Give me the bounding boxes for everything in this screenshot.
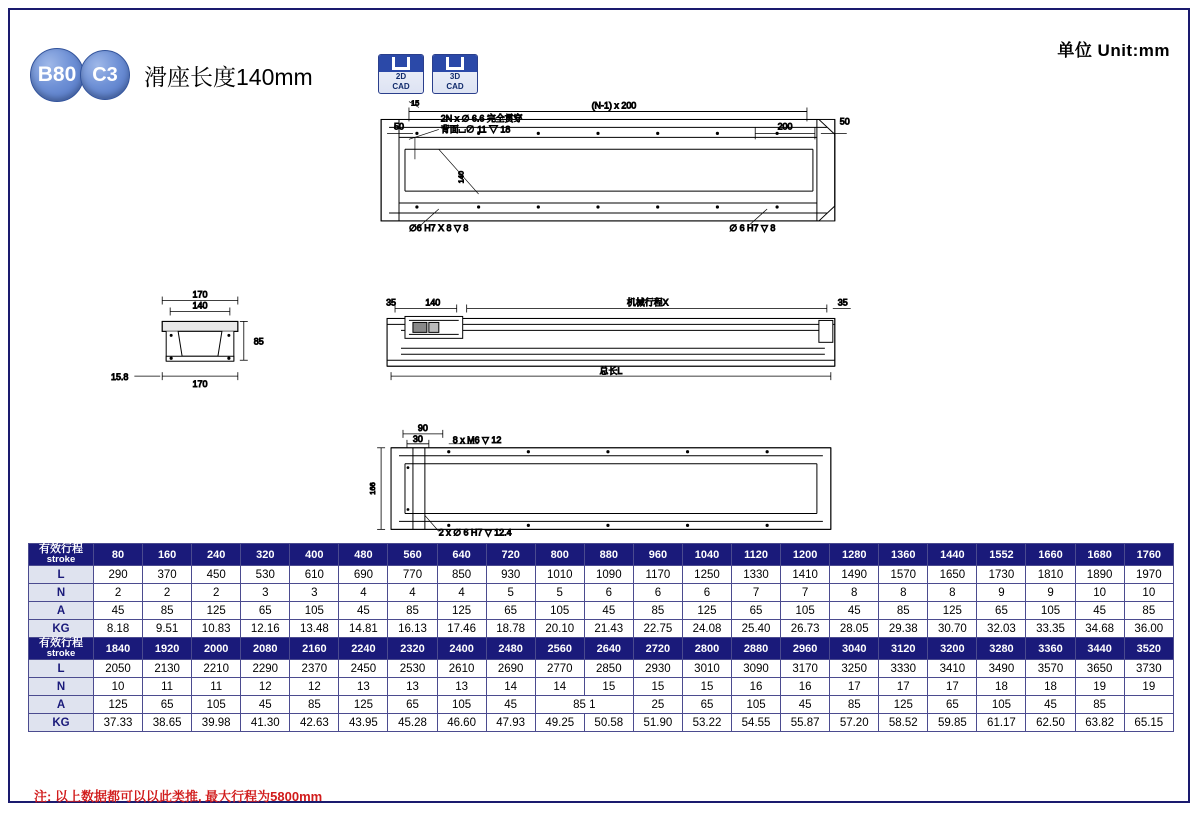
A-cell: 125 [94,696,143,714]
L-cell: 2290 [241,660,290,678]
L-cell: 3570 [1026,660,1075,678]
N-cell: 7 [781,584,830,602]
L-cell: 290 [94,566,143,584]
A-cell: 65 [732,602,781,620]
N-cell: 8 [830,584,879,602]
stroke-cell: 160 [143,544,192,566]
stroke-cell: 1660 [1026,544,1075,566]
stroke-cell: 1760 [1124,544,1173,566]
A-cell: 45 [781,696,830,714]
top-view-pitch-note: (N-1) x 200 [591,100,637,111]
N-cell: 13 [388,678,437,696]
KG-cell: 32.03 [977,620,1026,638]
KG-cell: 50.58 [584,714,633,732]
N-cell: 9 [1026,584,1075,602]
stroke-cell: 3120 [879,638,928,660]
A-cell: 85 [290,696,339,714]
stroke-cell: 1120 [732,544,781,566]
KG-cell: 57.20 [830,714,879,732]
N-cell: 10 [94,678,143,696]
L-cell: 3730 [1124,660,1173,678]
KG-cell: 43.95 [339,714,388,732]
stroke-cell: 1040 [682,544,731,566]
A-cell: 125 [437,602,486,620]
KG-cell: 17.46 [437,620,486,638]
stroke-cell: 480 [339,544,388,566]
A-cell: 105 [192,696,241,714]
stroke-cell: 720 [486,544,535,566]
N-cell: 8 [928,584,977,602]
L-cell: 1570 [879,566,928,584]
KG-cell: 38.65 [143,714,192,732]
table-row [29,584,1174,602]
N-cell: 9 [977,584,1026,602]
stroke-cell: 2640 [584,638,633,660]
KG-cell: 37.33 [94,714,143,732]
bottom-w-30: 30 [412,433,423,444]
N-cell: 4 [339,584,388,602]
KG-cell: 39.98 [192,714,241,732]
row-label-N-1: N [29,584,94,602]
stroke-cell: 1680 [1075,544,1124,566]
stroke-cell: 880 [584,544,633,566]
stroke-cell: 3200 [928,638,977,660]
page-title: 滑座长度140mm [144,63,313,90]
L-cell: 1650 [928,566,977,584]
KG-cell: 29.38 [879,620,928,638]
top-view-hole-note-2: 背面⌴∅ 11 ▽ 18 [440,124,511,135]
side-carriage-140: 140 [425,297,441,308]
N-cell: 7 [732,584,781,602]
table-row [29,620,1174,638]
L-cell: 610 [290,566,339,584]
row-label-KG-2: KG [29,714,94,732]
bottom-pin-note: 2 x ∅ 6 H7 ▽ 12.4 [438,527,512,538]
stroke-cell: 2960 [781,638,830,660]
KG-cell: 36.00 [1124,620,1173,638]
L-cell: 930 [486,566,535,584]
L-cell: 3490 [977,660,1026,678]
stroke-cell: 240 [192,544,241,566]
spec-tables [28,543,1174,732]
stroke-header-cn-2: 有效行程 [39,637,83,649]
L-cell: 2930 [633,660,682,678]
N-cell: 19 [1124,678,1173,696]
drawing-page [8,8,1190,803]
stroke-cell: 1200 [781,544,830,566]
stroke-cell: 2160 [290,638,339,660]
N-cell: 18 [977,678,1026,696]
A-cell: 85 [879,602,928,620]
A-cell: 65 [977,602,1026,620]
L-cell: 850 [437,566,486,584]
table-row [29,544,1174,566]
stroke-header-en-1: stroke [46,554,76,565]
stroke-cell: 3040 [830,638,879,660]
A-cell: 65 [241,602,290,620]
A-cell: 125 [879,696,928,714]
stroke-cell: 1360 [879,544,928,566]
stroke-cell: 2560 [535,638,584,660]
stroke-cell: 3520 [1124,638,1173,660]
stroke-cell: 2400 [437,638,486,660]
N-cell: 8 [879,584,928,602]
table-row [29,660,1174,678]
stroke-cell: 3280 [977,638,1026,660]
stroke-cell: 320 [241,544,290,566]
A-cell: 105 [977,696,1026,714]
table-row [29,566,1174,584]
A-cell: 85 [633,602,682,620]
L-cell: 1490 [830,566,879,584]
bottom-screw-note: 8 x M6 ▽ 12 [452,434,502,445]
A-cell: 125 [928,602,977,620]
stroke-header-cn-1: 有效行程 [39,543,83,555]
L-cell: 690 [339,566,388,584]
A-cell: 45 [830,602,879,620]
stroke-header-1 [29,544,94,566]
L-cell: 1250 [682,566,731,584]
KG-cell: 47.93 [486,714,535,732]
table-row [29,602,1174,620]
top-view-small-left: 15 [410,98,420,108]
A-cell: 105 [535,602,584,620]
KG-cell: 42.63 [290,714,339,732]
cad-2d-label-2: CAD [392,82,410,91]
N-cell: 15 [682,678,731,696]
L-cell: 1730 [977,566,1026,584]
N-cell: 17 [879,678,928,696]
stroke-cell: 1440 [928,544,977,566]
side-left-35: 35 [386,297,397,308]
row-label-L-1: L [29,566,94,584]
A-cell: 45 [1026,696,1075,714]
N-cell: 16 [732,678,781,696]
table-row [29,678,1174,696]
KG-cell: 18.78 [486,620,535,638]
N-cell: 2 [192,584,241,602]
stroke-cell: 2880 [732,638,781,660]
stroke-cell: 2080 [241,638,290,660]
N-cell: 10 [1075,584,1124,602]
A-cell: 85 [1124,602,1173,620]
A-cell-merged: 85 1 [535,696,633,714]
KG-cell: 16.13 [388,620,437,638]
A-cell: 105 [1026,602,1075,620]
KG-cell: 24.08 [682,620,731,638]
A-cell: 105 [732,696,781,714]
badge-grade: C3 [80,50,130,100]
table-row [29,638,1174,660]
N-cell: 18 [1026,678,1075,696]
N-cell: 19 [1075,678,1124,696]
stroke-cell: 2800 [682,638,731,660]
L-cell: 1410 [781,566,830,584]
N-cell: 14 [535,678,584,696]
N-cell: 11 [192,678,241,696]
section-width-inner: 140 [192,300,208,311]
L-cell: 3010 [682,660,731,678]
L-cell: 770 [388,566,437,584]
cad-3d-label-2: CAD [446,82,464,91]
section-left-offset: 15.8 [110,372,129,383]
row-label-N-2: N [29,678,94,696]
A-cell: 45 [486,696,535,714]
KG-cell: 9.51 [143,620,192,638]
N-cell: 11 [143,678,192,696]
KG-cell: 10.83 [192,620,241,638]
L-cell: 3410 [928,660,977,678]
N-cell: 6 [682,584,731,602]
stroke-cell: 1920 [143,638,192,660]
KG-cell: 54.55 [732,714,781,732]
KG-cell: 55.87 [781,714,830,732]
top-view-pitch-200: 200 [777,121,793,132]
A-cell: 65 [486,602,535,620]
N-cell: 12 [241,678,290,696]
KG-cell: 28.05 [830,620,879,638]
stroke-cell: 960 [633,544,682,566]
stroke-cell: 560 [388,544,437,566]
L-cell: 2450 [339,660,388,678]
A-cell: 85 [143,602,192,620]
A-cell: 85 [388,602,437,620]
row-label-KG-1: KG [29,620,94,638]
KG-cell: 22.75 [633,620,682,638]
N-cell: 13 [339,678,388,696]
A-cell: 105 [290,602,339,620]
section-width-outer-bottom: 170 [192,379,208,390]
badge-model: B80 [30,48,84,102]
KG-cell: 12.16 [241,620,290,638]
top-view-inner-dim: 140 [456,170,466,184]
top-view-hole-right: ∅ 6 H7 ▽ 8 [729,222,776,233]
A-cell: 45 [1075,602,1124,620]
L-cell: 450 [192,566,241,584]
N-cell: 13 [437,678,486,696]
stroke-cell: 80 [94,544,143,566]
L-cell: 2530 [388,660,437,678]
KG-cell: 26.73 [781,620,830,638]
A-cell: 65 [928,696,977,714]
top-view-end-right: 50 [839,116,850,127]
L-cell: 3090 [732,660,781,678]
KG-cell: 59.85 [928,714,977,732]
KG-cell: 25.40 [732,620,781,638]
side-stroke-label: 机械行程X [626,297,669,308]
L-cell: 2130 [143,660,192,678]
cad-3d-label-1: 3D [449,72,461,81]
N-cell: 3 [241,584,290,602]
N-cell: 12 [290,678,339,696]
unit-label: 单位 Unit:mm [1057,41,1170,60]
stroke-cell: 1280 [830,544,879,566]
stroke-cell: 2240 [339,638,388,660]
L-cell: 2610 [437,660,486,678]
N-cell: 4 [388,584,437,602]
bottom-height-166: 166 [368,482,378,495]
KG-cell: 33.35 [1026,620,1075,638]
side-total-label: 总长L [599,366,623,377]
L-cell: 2770 [535,660,584,678]
KG-cell: 58.52 [879,714,928,732]
L-cell: 1090 [584,566,633,584]
table-row [29,696,1174,714]
A-cell: 45 [94,602,143,620]
KG-cell: 41.30 [241,714,290,732]
L-cell: 2210 [192,660,241,678]
KG-cell: 14.81 [339,620,388,638]
N-cell: 4 [437,584,486,602]
A-cell: 25 [633,696,682,714]
N-cell: 16 [781,678,830,696]
stroke-cell: 1552 [977,544,1026,566]
A-cell: 65 [143,696,192,714]
stroke-cell: 2720 [633,638,682,660]
top-view-hole-left: ∅6 H7 X 8 ▽ 8 [408,222,469,233]
KG-cell: 45.28 [388,714,437,732]
L-cell: 530 [241,566,290,584]
A-cell: 125 [192,602,241,620]
KG-cell: 30.70 [928,620,977,638]
N-cell: 2 [94,584,143,602]
stroke-cell: 800 [535,544,584,566]
stroke-cell: 640 [437,544,486,566]
KG-cell: 65.15 [1124,714,1173,732]
N-cell: 6 [584,584,633,602]
row-label-A-2: A [29,696,94,714]
row-label-A-1: A [29,602,94,620]
L-cell: 2370 [290,660,339,678]
side-right-35: 35 [837,297,848,308]
A-cell: 125 [339,696,388,714]
top-view-hole-note-1: 2N x ∅ 6.6 完全贯穿 [440,113,523,124]
KG-cell: 49.25 [535,714,584,732]
N-cell: 15 [633,678,682,696]
L-cell: 1010 [535,566,584,584]
bottom-view [377,430,831,531]
A-cell: 105 [781,602,830,620]
N-cell: 15 [584,678,633,696]
A-cell: 105 [437,696,486,714]
N-cell: 14 [486,678,535,696]
N-cell: 5 [535,584,584,602]
A-cell: 65 [682,696,731,714]
cad-2d-label-1: 2D [395,72,407,81]
section-width-outer-top: 170 [192,289,208,300]
KG-cell: 46.60 [437,714,486,732]
A-cell: 45 [584,602,633,620]
L-cell: 1330 [732,566,781,584]
row-label-L-2: L [29,660,94,678]
N-cell: 10 [1124,584,1173,602]
KG-cell: 63.82 [1075,714,1124,732]
section-height: 85 [253,336,264,347]
section-view [134,297,247,381]
A-cell: 85 [1075,696,1124,714]
KG-cell: 8.18 [94,620,143,638]
KG-cell: 34.68 [1075,620,1124,638]
KG-cell: 51.90 [633,714,682,732]
stroke-cell: 400 [290,544,339,566]
N-cell: 3 [290,584,339,602]
KG-cell: 13.48 [290,620,339,638]
L-cell: 2050 [94,660,143,678]
N-cell: 17 [928,678,977,696]
L-cell: 1170 [633,566,682,584]
stroke-cell: 2000 [192,638,241,660]
L-cell: 3650 [1075,660,1124,678]
stroke-cell: 3440 [1075,638,1124,660]
L-cell: 3250 [830,660,879,678]
KG-cell: 53.22 [682,714,731,732]
stroke-header-en-2: stroke [46,648,76,659]
bottom-w-90: 90 [417,422,428,433]
stroke-cell: 2320 [388,638,437,660]
spec-table-block1 [28,543,1174,732]
N-cell: 2 [143,584,192,602]
A-cell: 45 [241,696,290,714]
stroke-header-2 [29,638,94,660]
L-cell: 2690 [486,660,535,678]
N-cell: 6 [633,584,682,602]
A-cell-empty [1124,696,1173,714]
footnote: 注: 以上数据都可以以此类推, 最大行程为5800mm [34,789,323,804]
A-cell: 45 [339,602,388,620]
L-cell: 1970 [1124,566,1173,584]
top-view-end-left: 50 [394,121,404,132]
A-cell: 125 [682,602,731,620]
stroke-cell: 3360 [1026,638,1075,660]
stroke-cell: 2480 [486,638,535,660]
A-cell: 85 [830,696,879,714]
N-cell: 5 [486,584,535,602]
KG-cell: 20.10 [535,620,584,638]
A-cell: 65 [388,696,437,714]
KG-cell: 61.17 [977,714,1026,732]
L-cell: 370 [143,566,192,584]
L-cell: 3170 [781,660,830,678]
L-cell: 3330 [879,660,928,678]
KG-cell: 21.43 [584,620,633,638]
N-cell: 17 [830,678,879,696]
L-cell: 1810 [1026,566,1075,584]
stroke-cell: 1840 [94,638,143,660]
KG-cell: 62.50 [1026,714,1075,732]
L-cell: 1890 [1075,566,1124,584]
L-cell: 2850 [584,660,633,678]
table-row [29,714,1174,732]
